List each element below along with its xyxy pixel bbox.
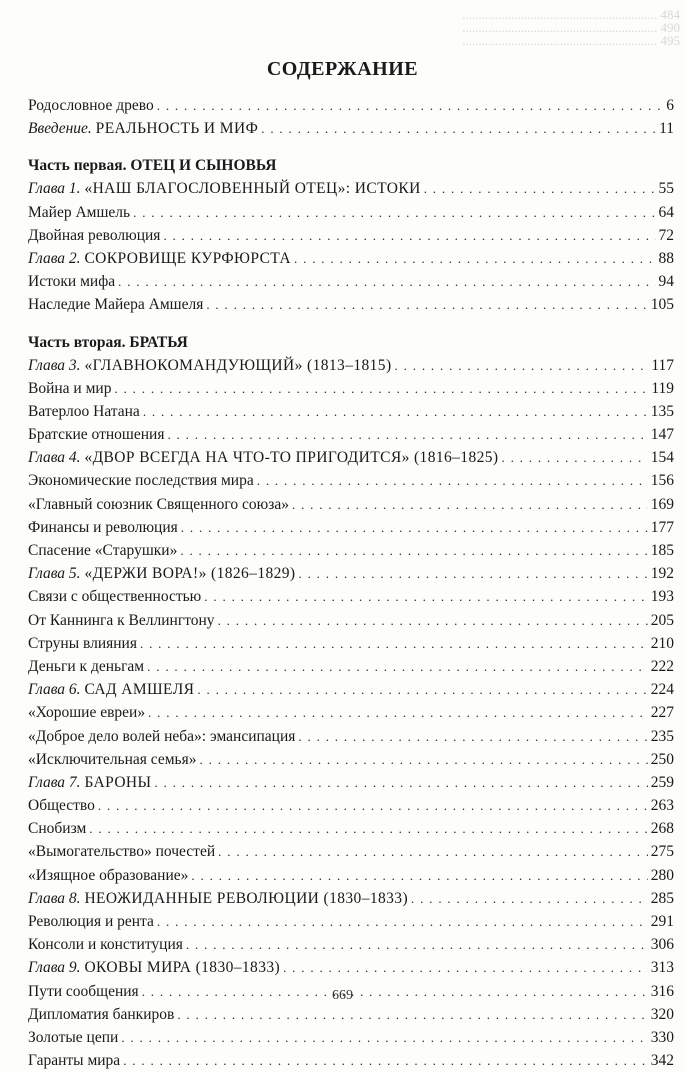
dot-leader bbox=[294, 247, 656, 270]
toc-entry-label bbox=[28, 177, 421, 200]
toc-page-number: 285 bbox=[651, 887, 674, 910]
toc-page-number: 88 bbox=[659, 247, 675, 270]
toc-entry bbox=[28, 270, 674, 293]
toc-chapter-row bbox=[28, 446, 674, 469]
toc-entry bbox=[28, 293, 674, 316]
toc-entry-text: Связи с общественностью bbox=[28, 588, 201, 605]
toc-page-number: 105 bbox=[651, 293, 674, 316]
dot-leader bbox=[298, 562, 647, 585]
toc-page-number: 224 bbox=[651, 678, 674, 701]
dot-leader bbox=[114, 377, 648, 400]
toc-entry-text: Спасение «Старушки» bbox=[28, 542, 177, 559]
toc-entry bbox=[28, 632, 674, 655]
toc-entry bbox=[28, 469, 674, 492]
toc-entry-text: Революция и рента bbox=[28, 913, 154, 930]
dot-leader bbox=[298, 725, 647, 748]
toc-entry bbox=[28, 840, 674, 863]
toc-entry-label bbox=[28, 701, 145, 724]
toc-entry-label bbox=[28, 632, 137, 655]
toc-chapter-row bbox=[28, 678, 674, 701]
toc-page-number: 227 bbox=[651, 701, 674, 724]
toc-page-number: 235 bbox=[651, 725, 674, 748]
toc-entry-label bbox=[28, 224, 160, 247]
dot-leader bbox=[177, 1003, 647, 1026]
dot-leader bbox=[163, 224, 655, 247]
toc-entry-text: Майер Амшель bbox=[28, 204, 130, 221]
toc-entry-text: Наследие Майера Амшеля bbox=[28, 296, 203, 313]
toc-page-number: 154 bbox=[651, 446, 674, 469]
toc-entry bbox=[28, 539, 674, 562]
dot-leader bbox=[89, 817, 647, 840]
toc-entry bbox=[28, 933, 674, 956]
toc-entry-text: «Изящное образование» bbox=[28, 867, 188, 884]
toc-entry bbox=[28, 748, 674, 771]
toc-chapter-row bbox=[28, 771, 674, 794]
dot-leader bbox=[424, 177, 656, 200]
toc-entry-text: Консоли и конституция bbox=[28, 936, 183, 953]
dot-leader bbox=[501, 446, 647, 469]
dot-leader bbox=[143, 400, 648, 423]
toc-entry-label bbox=[28, 469, 254, 492]
toc-page-number: 11 bbox=[659, 117, 674, 140]
part1-section bbox=[28, 177, 674, 316]
toc-entry-text: Двойная революция bbox=[28, 227, 160, 244]
toc-entry-text: Финансы и революция bbox=[28, 519, 178, 536]
toc-page-number: 275 bbox=[651, 840, 674, 863]
toc-entry-text: СОКРОВИЩЕ КУРФЮРСТА bbox=[84, 250, 291, 267]
dot-leader bbox=[147, 655, 648, 678]
toc-entry-text: Истоки мифа bbox=[28, 273, 115, 290]
toc-entry bbox=[28, 725, 674, 748]
toc-entry bbox=[28, 224, 674, 247]
toc-chapter-row bbox=[28, 887, 674, 910]
toc-chapter-row bbox=[28, 247, 674, 270]
toc-entry-text: «Доброе дело волей неба»: эмансипация bbox=[28, 728, 295, 745]
dot-leader bbox=[218, 840, 648, 863]
chapter-number: Глава 7. bbox=[28, 774, 81, 791]
dot-leader bbox=[180, 539, 647, 562]
toc-entry bbox=[28, 701, 674, 724]
toc-page-number: 259 bbox=[651, 771, 674, 794]
toc-page-number: 147 bbox=[651, 423, 674, 446]
toc-chapter-row bbox=[28, 956, 674, 979]
dot-leader bbox=[206, 293, 647, 316]
toc-entry-text: «ГЛАВНОКОМАНДУЮЩИЙ» (1813–1815) bbox=[84, 357, 391, 374]
toc-page-number: 210 bbox=[651, 632, 674, 655]
chapter-number: Глава 6. bbox=[28, 681, 81, 698]
toc-entry-label bbox=[28, 293, 203, 316]
toc-entry-label bbox=[28, 516, 178, 539]
toc-chapter-row bbox=[28, 117, 674, 140]
toc-entry-label bbox=[28, 354, 392, 377]
toc-page-number: 320 bbox=[651, 1003, 674, 1026]
toc-entry-text: Общество bbox=[28, 797, 95, 814]
toc-entry-text: «Вымогательство» почестей bbox=[28, 843, 215, 860]
toc-page-number: 135 bbox=[651, 400, 674, 423]
toc-page-number: 192 bbox=[651, 562, 674, 585]
chapter-number: Глава 1. bbox=[28, 180, 81, 197]
toc-entry bbox=[28, 910, 674, 933]
toc-entry bbox=[28, 1049, 674, 1072]
toc-entry bbox=[28, 655, 674, 678]
part-heading: Часть вторая. БРАТЬЯ bbox=[28, 331, 674, 354]
toc-page-number: 6 bbox=[666, 94, 674, 117]
toc-entry bbox=[28, 516, 674, 539]
toc-entry bbox=[28, 94, 674, 117]
toc-entry-label bbox=[28, 1026, 118, 1049]
toc-entry-label bbox=[28, 956, 280, 979]
toc-page-number: 291 bbox=[651, 910, 674, 933]
intro-section bbox=[28, 94, 674, 140]
toc-entry-label bbox=[28, 270, 115, 293]
toc-entry bbox=[28, 794, 674, 817]
toc-entry bbox=[28, 609, 674, 632]
toc-entry-text: «ДЕРЖИ ВОРА!» (1826–1829) bbox=[84, 565, 295, 582]
toc-entry-text: Экономические последствия мира bbox=[28, 472, 254, 489]
toc-page-number: 205 bbox=[651, 609, 674, 632]
toc-page-number: 64 bbox=[659, 201, 675, 224]
dot-leader bbox=[167, 423, 647, 446]
toc-entry-text: Война и мир bbox=[28, 380, 111, 397]
toc-entry-label bbox=[28, 725, 295, 748]
toc-page-number: 313 bbox=[651, 956, 674, 979]
toc-entry bbox=[28, 377, 674, 400]
dot-leader bbox=[133, 201, 655, 224]
toc-entry-label bbox=[28, 840, 215, 863]
dot-leader bbox=[186, 933, 648, 956]
toc-entry-label bbox=[28, 539, 177, 562]
toc-entry-label bbox=[28, 748, 197, 771]
toc-entry-label bbox=[28, 771, 151, 794]
toc-entry-label bbox=[28, 377, 111, 400]
toc-page-number: 316 bbox=[651, 980, 674, 1003]
toc-entry-text: Родословное древо bbox=[28, 97, 154, 114]
toc-entry-label bbox=[28, 493, 289, 516]
toc-chapter-row bbox=[28, 354, 674, 377]
toc-entry-label bbox=[28, 864, 188, 887]
chapter-number: Глава 2. bbox=[28, 250, 81, 267]
part2-section bbox=[28, 354, 674, 1072]
toc-entry-text: БАРОНЫ bbox=[84, 774, 151, 791]
toc-page-number: 193 bbox=[651, 585, 674, 608]
dot-leader bbox=[292, 493, 648, 516]
toc-entry-text: Деньги к деньгам bbox=[28, 658, 144, 675]
dot-leader bbox=[121, 1026, 647, 1049]
toc-entry-label bbox=[28, 933, 183, 956]
dot-leader bbox=[411, 887, 648, 910]
toc-entry bbox=[28, 1026, 674, 1049]
toc-entry-label bbox=[28, 117, 258, 140]
dot-leader bbox=[283, 956, 648, 979]
toc-entry-label bbox=[28, 400, 140, 423]
chapter-number: Глава 3. bbox=[28, 357, 81, 374]
toc-entry-text: «Главный союзник Священного союза» bbox=[28, 496, 289, 513]
toc-entry-text: НЕОЖИДАННЫЕ РЕВОЛЮЦИИ (1830–1833) bbox=[84, 890, 408, 907]
toc-page-number: 169 bbox=[651, 493, 674, 516]
toc-entry-label bbox=[28, 446, 498, 469]
dot-leader bbox=[118, 270, 655, 293]
toc-entry-label bbox=[28, 585, 201, 608]
toc-chapter-row bbox=[28, 562, 674, 585]
dot-leader bbox=[98, 794, 648, 817]
toc-page-number: 250 bbox=[651, 748, 674, 771]
toc-page-number: 342 bbox=[651, 1049, 674, 1072]
page-title: СОДЕРЖАНИЕ bbox=[0, 58, 685, 81]
toc-entry-text: Золотые цепи bbox=[28, 1029, 118, 1046]
part-heading: Часть первая. ОТЕЦ И СЫНОВЬЯ bbox=[28, 154, 674, 177]
toc-entry-label bbox=[28, 247, 291, 270]
toc-entry-label bbox=[28, 201, 130, 224]
toc-entry-text: РЕАЛЬНОСТЬ И МИФ bbox=[96, 120, 259, 137]
dot-leader bbox=[200, 748, 648, 771]
chapter-number: Глава 5. bbox=[28, 565, 81, 582]
toc-page-number: 177 bbox=[651, 516, 674, 539]
toc-page-number: 119 bbox=[651, 377, 674, 400]
toc-entry-text: От Каннинга к Веллингтону bbox=[28, 612, 215, 629]
dot-leader bbox=[157, 910, 648, 933]
dot-leader bbox=[154, 771, 647, 794]
toc-entry-label bbox=[28, 887, 408, 910]
toc-entry bbox=[28, 493, 674, 516]
toc-page-number: 94 bbox=[659, 270, 675, 293]
toc-entry-label bbox=[28, 1049, 120, 1072]
toc-entry-text: ОКОВЫ МИРА (1830–1833) bbox=[84, 959, 280, 976]
toc-entry-text: «НАШ БЛАГОСЛОВЕННЫЙ ОТЕЦ»: ИСТОКИ bbox=[84, 180, 420, 197]
toc-entry-text: Дипломатия банкиров bbox=[28, 1006, 174, 1023]
toc-page-number: 268 bbox=[651, 817, 674, 840]
page-number: 669 bbox=[0, 988, 685, 1004]
toc-page-number: 306 bbox=[651, 933, 674, 956]
toc-entry bbox=[28, 423, 674, 446]
table-of-contents bbox=[28, 94, 674, 1072]
chapter-number: Введение. bbox=[28, 120, 92, 137]
dot-leader bbox=[257, 469, 648, 492]
chapter-number: Глава 4. bbox=[28, 449, 81, 466]
toc-page-number: 280 bbox=[651, 864, 674, 887]
toc-entry-label bbox=[28, 1003, 174, 1026]
toc-page-number: 185 bbox=[651, 539, 674, 562]
toc-entry-label bbox=[28, 562, 295, 585]
toc-entry bbox=[28, 585, 674, 608]
toc-entry-label bbox=[28, 655, 144, 678]
toc-page-number: 55 bbox=[659, 177, 675, 200]
toc-entry-text: Пути сообщения bbox=[28, 983, 139, 1000]
toc-entry bbox=[28, 817, 674, 840]
dot-leader bbox=[123, 1049, 648, 1072]
toc-page-number: 330 bbox=[651, 1026, 674, 1049]
chapter-number: Глава 9. bbox=[28, 959, 81, 976]
toc-page-number: 263 bbox=[651, 794, 674, 817]
dot-leader bbox=[395, 354, 649, 377]
bleed-through-text: ............................................................ 484 ............................................................ 490 ............................................................ 495 bbox=[380, 8, 680, 48]
dot-leader bbox=[261, 117, 656, 140]
dot-leader bbox=[204, 585, 647, 608]
dot-leader bbox=[140, 632, 648, 655]
toc-entry-label bbox=[28, 609, 215, 632]
toc-entry-text: «Хорошие евреи» bbox=[28, 704, 145, 721]
toc-entry-label bbox=[28, 678, 194, 701]
toc-entry bbox=[28, 1003, 674, 1026]
toc-entry-text: «ДВОР ВСЕГДА НА ЧТО-ТО ПРИГОДИТСЯ» (1816–1825) bbox=[84, 449, 498, 466]
toc-entry-text: Ватерлоо Натана bbox=[28, 403, 140, 420]
toc-entry-label bbox=[28, 817, 86, 840]
toc-entry-label bbox=[28, 423, 164, 446]
toc-entry-label bbox=[28, 794, 95, 817]
toc-page-number: 222 bbox=[651, 655, 674, 678]
toc-page-number: 117 bbox=[651, 354, 674, 377]
toc-entry-text: Гаранты мира bbox=[28, 1052, 120, 1069]
chapter-number: Глава 8. bbox=[28, 890, 81, 907]
dot-leader bbox=[197, 678, 647, 701]
dot-leader bbox=[148, 701, 648, 724]
toc-entry-text: «Исключительная семья» bbox=[28, 751, 197, 768]
dot-leader bbox=[218, 609, 648, 632]
dot-leader bbox=[191, 864, 647, 887]
toc-entry bbox=[28, 864, 674, 887]
toc-chapter-row bbox=[28, 177, 674, 200]
dot-leader bbox=[157, 94, 664, 117]
toc-entry-text: САД АМШЕЛЯ bbox=[84, 681, 194, 698]
toc-entry bbox=[28, 400, 674, 423]
dot-leader bbox=[181, 516, 648, 539]
toc-page-number: 72 bbox=[659, 224, 675, 247]
toc-entry-label bbox=[28, 94, 154, 117]
toc-entry-label bbox=[28, 910, 154, 933]
toc-entry-text: Братские отношения bbox=[28, 426, 164, 443]
toc-page-number: 156 bbox=[651, 469, 674, 492]
toc-entry-text: Струны влияния bbox=[28, 635, 137, 652]
toc-entry bbox=[28, 201, 674, 224]
toc-entry-text: Снобизм bbox=[28, 820, 86, 837]
